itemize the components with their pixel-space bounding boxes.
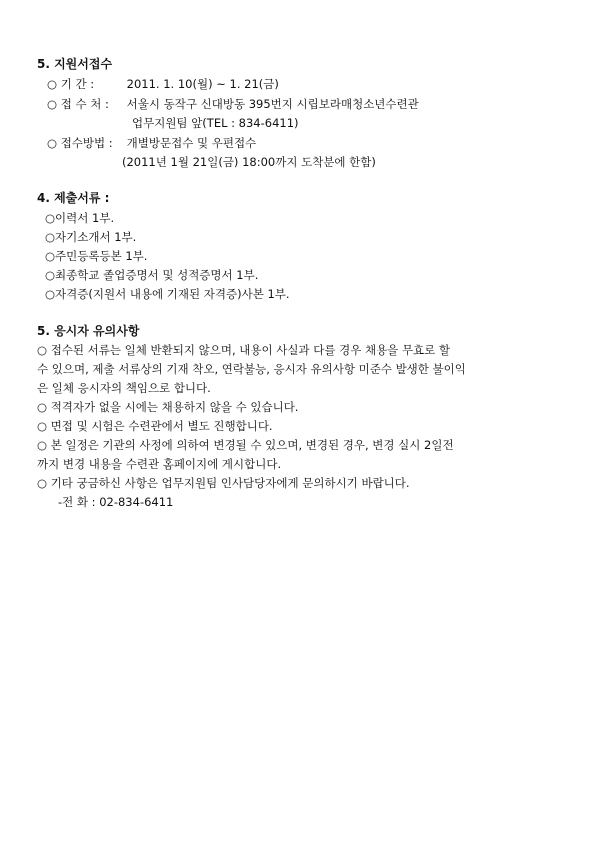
place-row xyxy=(47,95,419,113)
notes-line: ○ 면접 및 시험은 수련관에서 별도 진행합니다. xyxy=(37,419,273,433)
section-heading-application: 5. 지원서접수 xyxy=(37,57,113,71)
section-heading-notes: 5. 응시자 유의사항 xyxy=(37,324,140,338)
place-value-line2: 업무지원팀 앞(TEL : 834-6411) xyxy=(132,116,299,130)
document-item: ○최종학교 졸업증명서 및 성적증명서 1부. xyxy=(45,268,259,282)
phone-line: -전 화 : 02-834-6411 xyxy=(58,495,174,509)
period-label: ○ 기 간 : xyxy=(47,77,95,91)
notes-line: ○ 본 일정은 기관의 사정에 의하여 변경될 수 있으며, 변경된 경우, 변경 실시 2일전 xyxy=(37,438,454,452)
method-note: (2011년 1월 21일(금) 18:00까지 도착분에 한함) xyxy=(122,155,376,169)
method-value: 개별방문접수 및 우편접수 xyxy=(126,136,257,150)
document-item: ○주민등록등본 1부. xyxy=(45,249,148,263)
place-label: ○ 접 수 처 : xyxy=(47,97,109,111)
notes-line: 은 일체 응시자의 책임으로 합니다. xyxy=(37,381,211,395)
notes-line: ○ 접수된 서류는 일체 반환되지 않으며, 내용이 사실과 다를 경우 채용을 무효로 할 xyxy=(37,343,451,357)
method-row xyxy=(47,134,256,152)
method-label: ○ 접수방법 : xyxy=(47,136,113,150)
place-value: 서울시 동작구 신대방동 395번지 시립보라매청소년수련관 xyxy=(126,97,419,111)
document-item: ○자기소개서 1부. xyxy=(45,230,137,244)
notes-line: ○ 기타 궁금하신 사항은 업무지원팀 인사담당자에게 문의하시기 바랍니다. xyxy=(37,476,410,490)
notes-line: 수 있으며, 제출 서류상의 기재 착오, 연락불능, 응시자 유의사항 미준수 발생한 불이익 xyxy=(37,362,466,376)
notes-line: 까지 변경 내용을 수련관 홈페이지에 게시합니다. xyxy=(37,457,282,471)
period-row xyxy=(47,75,279,93)
document-item: ○자격증(지원서 내용에 기재된 자격증)사본 1부. xyxy=(45,287,290,301)
document-item: ○이력서 1부. xyxy=(45,211,115,225)
section-heading-documents: 4. 제출서류 : xyxy=(37,191,110,205)
period-value: 2011. 1. 10(월) ~ 1. 21(금) xyxy=(126,77,279,91)
notes-line: ○ 적격자가 없을 시에는 채용하지 않을 수 있습니다. xyxy=(37,400,299,414)
